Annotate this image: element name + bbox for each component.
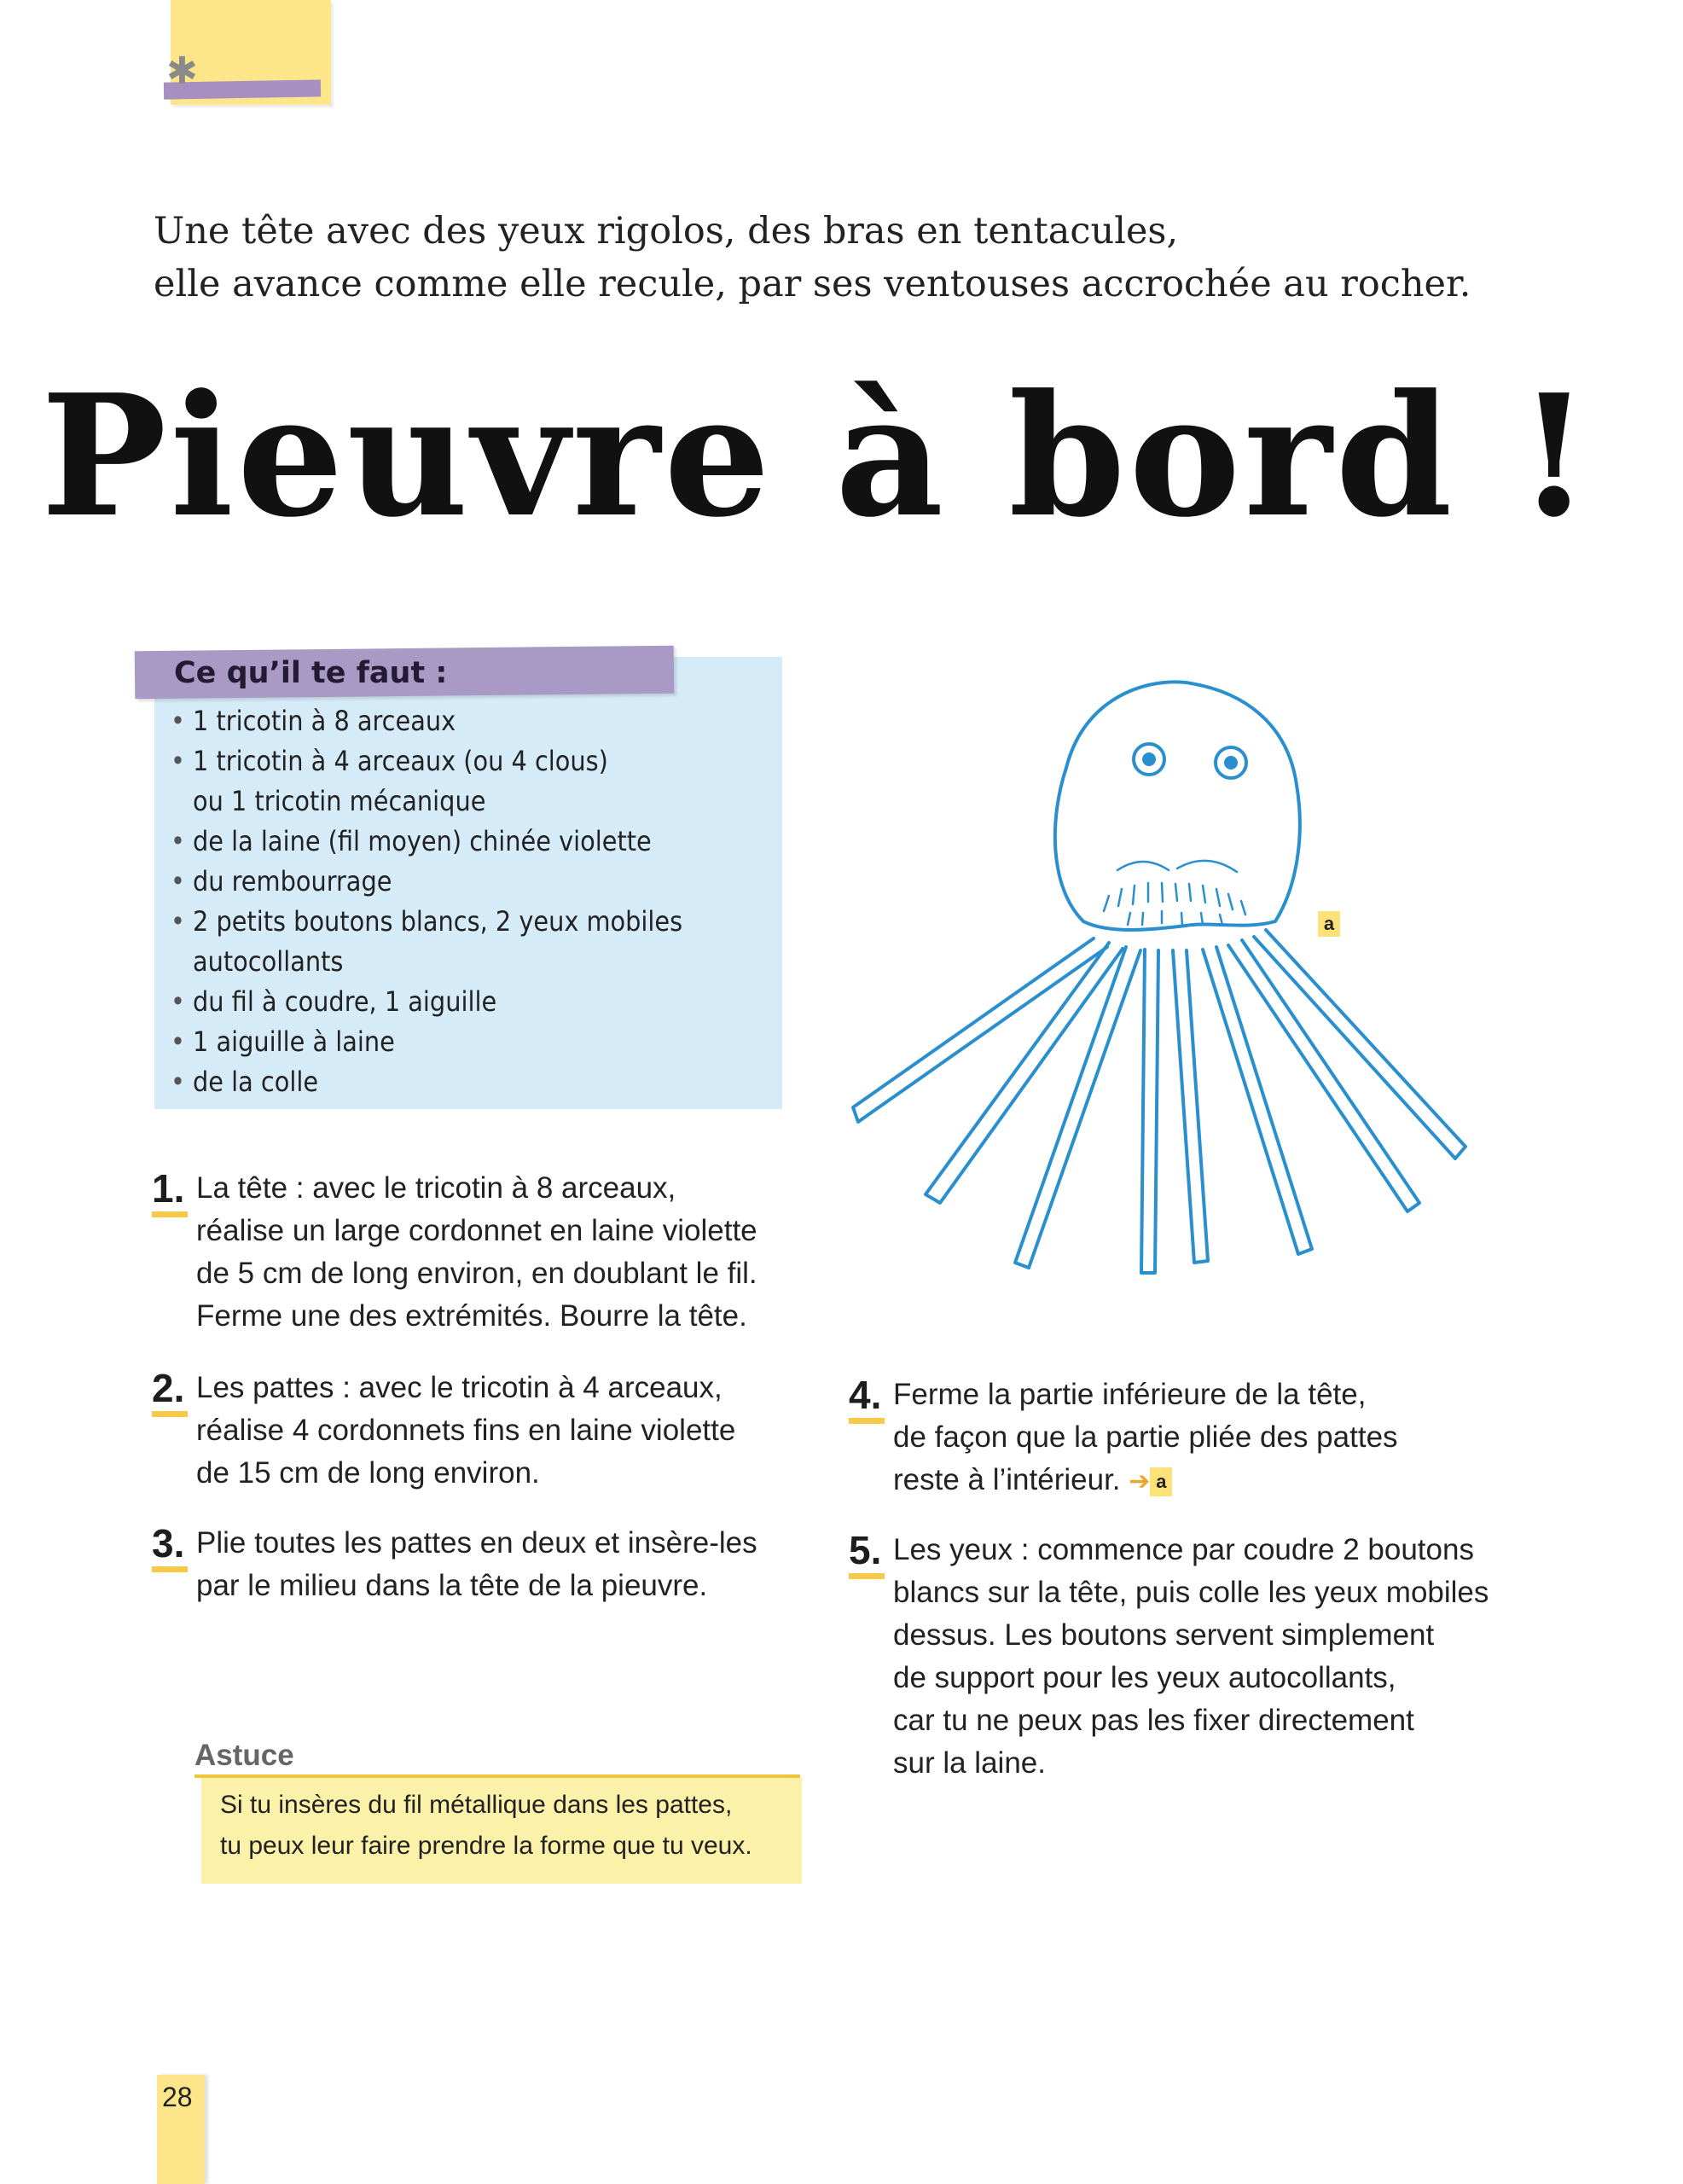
page-title: Pieuvre à bord ! <box>41 358 1594 555</box>
step-5 <box>849 1529 1565 1802</box>
step-number: 4. <box>849 1373 882 1417</box>
step-text: Les yeux : commence par coudre 2 boutons blancs sur la tête, puis colle les yeux mobiles dessus. Les boutons servent simplement de support pour les yeux autocollants, car tu ne peux pas les fixer directement sur la laine. <box>893 1533 1489 1780</box>
octopus-illustration <box>844 665 1493 1288</box>
list-item: • du fil à coudre, 1 aiguille <box>171 982 776 1022</box>
list-item: • du rembourrage <box>171 862 776 902</box>
step-text: Ferme la partie inférieure de la tête, de façon que la partie pliée des pattes reste à l’intérieur. ➔ a <box>893 1378 1398 1496</box>
step-underline <box>152 1411 188 1417</box>
intro-line-2: elle avance comme elle recule, par ses ventouses accrochée au rocher. <box>154 263 1471 305</box>
tip-rule <box>194 1774 800 1778</box>
list-item: • 2 petits boutons blancs, 2 yeux mobiles autocollants <box>171 902 776 982</box>
step-2 <box>152 1367 834 1512</box>
materials-list <box>171 701 776 1102</box>
step-number: 3. <box>152 1521 185 1565</box>
step-3 <box>152 1522 834 1624</box>
step-number: 2. <box>152 1366 185 1410</box>
page-number: 28 <box>162 2082 193 2112</box>
step-number: 5. <box>849 1528 882 1572</box>
intro-line-1: Une tête avec des yeux rigolos, des bras en tentacules, <box>154 210 1179 253</box>
step-underline <box>849 1418 885 1424</box>
step-text: La tête : avec le tricotin à 8 arceaux, réalise un large cordonnet en laine violette de 5 cm de long environ, en doublant le fil. Ferme une des extrémités. Bourre la tête. <box>196 1171 757 1333</box>
list-item: • de la laine (fil moyen) chinée violette <box>171 822 776 862</box>
arrow-right-icon: ➔ <box>1129 1467 1151 1496</box>
figure-ref-a: a <box>1150 1467 1172 1496</box>
list-item: • 1 tricotin à 8 arceaux <box>171 701 776 741</box>
list-item: • de la colle <box>171 1062 776 1102</box>
tip-text: Si tu insères du fil métallique dans les pattes, tu peux leur faire prendre la forme que tu veux. <box>220 1791 752 1860</box>
step-text: Plie toutes les pattes en deux et insère-les par le milieu dans la tête de la pieuvre. <box>196 1526 757 1602</box>
intro-poem <box>154 205 1484 311</box>
list-item: • 1 tricotin à 4 arceaux (ou 4 clous) ou 1 tricotin mécanique <box>171 741 776 822</box>
materials-header: Ce qu’il te faut : <box>174 656 448 690</box>
step-underline <box>152 1211 188 1217</box>
step-text: Les pattes : avec le tricotin à 4 arceaux, réalise 4 cordonnets fins en laine violette de 15 cm de long environ. <box>196 1371 736 1490</box>
step-underline <box>152 1566 188 1572</box>
step-4 <box>849 1374 1548 1519</box>
asterisk-icon: ✱ <box>166 49 198 93</box>
tip-title: Astuce <box>194 1739 294 1772</box>
step-number: 1. <box>152 1166 185 1211</box>
list-item: • 1 aiguille à laine <box>171 1022 776 1062</box>
step-1 <box>152 1167 834 1355</box>
step-underline <box>849 1573 885 1579</box>
figure-label-a: a <box>1318 911 1340 937</box>
